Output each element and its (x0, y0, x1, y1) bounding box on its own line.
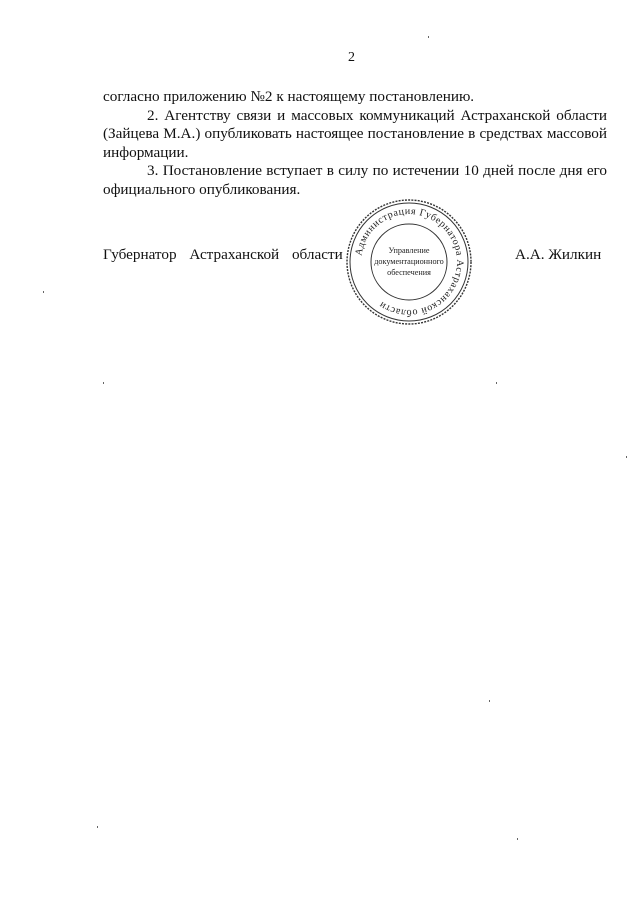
document-body (103, 88, 607, 200)
official-seal (344, 197, 474, 327)
scan-speck (43, 291, 44, 293)
scan-speck (626, 456, 627, 458)
scan-speck (428, 36, 429, 38)
seal-stamp-icon (344, 197, 474, 327)
paragraph-item-3: 3. Постановление вступает в силу по истечении 10 дней после дня его официального опубликования. (103, 162, 607, 198)
paragraph-continuation: согласно приложению №2 к настоящему постановлению. (103, 88, 475, 105)
signatory-title: Губернатор Астраханской области (103, 246, 343, 263)
seal-outer-text: Администрация Губернатора Астраханской области (353, 205, 466, 319)
page-number: 2 (348, 50, 355, 65)
seal-center-line-2: документационного (374, 257, 444, 266)
scan-speck (496, 382, 497, 384)
scan-speck (517, 838, 518, 840)
signatory-name: А.А. Жилкин (515, 246, 602, 263)
seal-center-line-3: обеспечения (387, 268, 431, 277)
paragraph-item-2: 2. Агентству связи и массовых коммуникаций Астраханской области (Зайцева М.А.) опубликовать настоящее постановление в средствах массовой информации. (103, 106, 607, 161)
seal-center-line-1: Управление (388, 246, 430, 255)
scan-speck (97, 826, 98, 828)
scan-speck (103, 382, 104, 384)
scan-speck (489, 700, 490, 702)
